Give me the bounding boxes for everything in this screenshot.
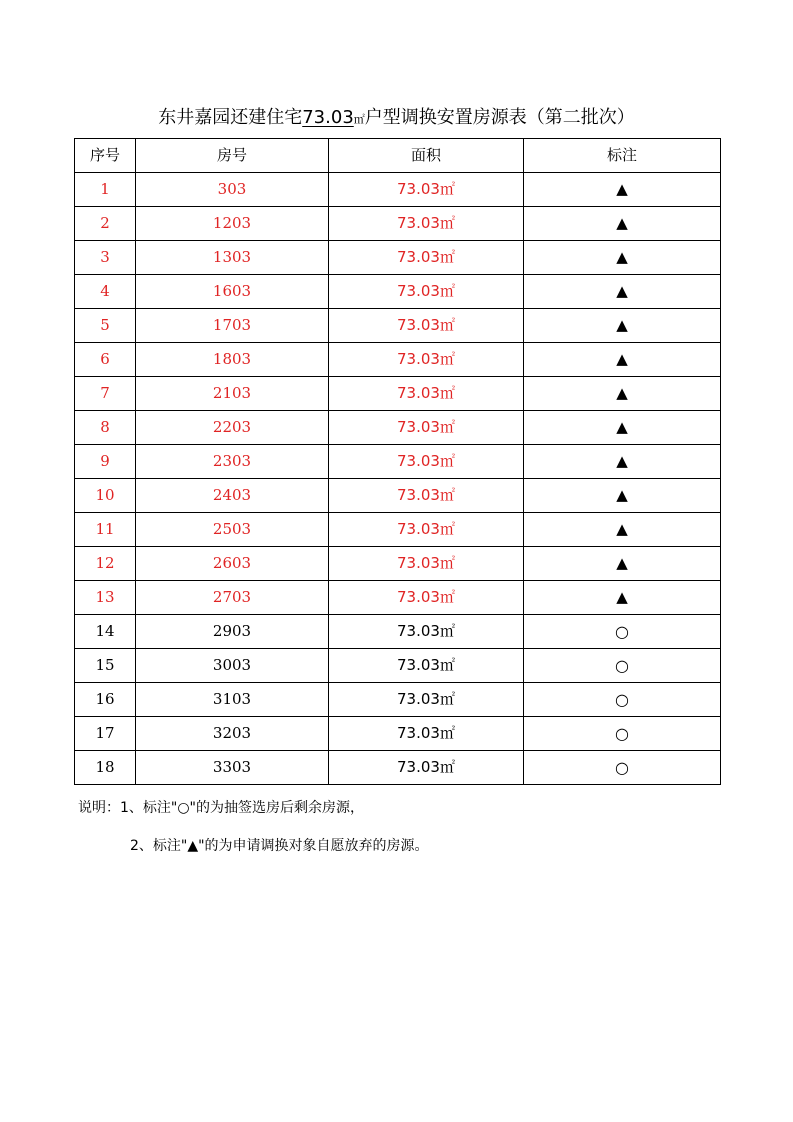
- cell-mark: ○: [524, 649, 721, 683]
- table-row: [75, 513, 721, 547]
- cell-room-number: 1203: [136, 207, 329, 241]
- cell-area: 73.03㎡: [329, 411, 524, 445]
- cell-room-number: 3203: [136, 717, 329, 751]
- table-row: [75, 479, 721, 513]
- header-area: 面积: [329, 139, 524, 173]
- cell-room-number: 2303: [136, 445, 329, 479]
- cell-serial-number: 8: [75, 411, 136, 445]
- cell-serial-number: 7: [75, 377, 136, 411]
- cell-area: 73.03㎡: [329, 173, 524, 207]
- table-body: [75, 173, 721, 785]
- cell-room-number: 1603: [136, 275, 329, 309]
- header-room-number: 房号: [136, 139, 329, 173]
- table-row: [75, 649, 721, 683]
- cell-area: 73.03㎡: [329, 547, 524, 581]
- cell-serial-number: 14: [75, 615, 136, 649]
- cell-serial-number: 18: [75, 751, 136, 785]
- cell-area: 73.03㎡: [329, 615, 524, 649]
- cell-room-number: 3303: [136, 751, 329, 785]
- table-row: [75, 377, 721, 411]
- table-row: [75, 275, 721, 309]
- cell-room-number: 2203: [136, 411, 329, 445]
- cell-serial-number: 1: [75, 173, 136, 207]
- cell-area: 73.03㎡: [329, 309, 524, 343]
- table-row: [75, 717, 721, 751]
- cell-serial-number: 16: [75, 683, 136, 717]
- cell-room-number: 3003: [136, 649, 329, 683]
- cell-area: 73.03㎡: [329, 717, 524, 751]
- cell-mark: ○: [524, 751, 721, 785]
- cell-area: 73.03㎡: [329, 275, 524, 309]
- cell-serial-number: 13: [75, 581, 136, 615]
- table-row: [75, 207, 721, 241]
- cell-room-number: 303: [136, 173, 329, 207]
- note-line-1: 说明：1、标注"○"的为抽签选房后剩余房源，: [78, 800, 365, 816]
- cell-serial-number: 9: [75, 445, 136, 479]
- table-row: [75, 751, 721, 785]
- table-row: [75, 615, 721, 649]
- cell-mark: ○: [524, 683, 721, 717]
- cell-serial-number: 4: [75, 275, 136, 309]
- cell-area: 73.03㎡: [329, 649, 524, 683]
- cell-room-number: 2503: [136, 513, 329, 547]
- cell-serial-number: 17: [75, 717, 136, 751]
- table-row: [75, 173, 721, 207]
- cell-room-number: 1703: [136, 309, 329, 343]
- table-row: [75, 411, 721, 445]
- cell-area: 73.03㎡: [329, 445, 524, 479]
- cell-area: 73.03㎡: [329, 241, 524, 275]
- cell-mark: ▲: [524, 513, 721, 547]
- table-row: [75, 343, 721, 377]
- title-area-value: 73.03: [302, 107, 354, 128]
- cell-mark: ▲: [524, 581, 721, 615]
- cell-mark: ▲: [524, 207, 721, 241]
- table-header-row: [75, 139, 721, 173]
- cell-serial-number: 15: [75, 649, 136, 683]
- cell-serial-number: 10: [75, 479, 136, 513]
- table-row: [75, 309, 721, 343]
- cell-mark: ▲: [524, 343, 721, 377]
- cell-area: 73.03㎡: [329, 377, 524, 411]
- cell-mark: ▲: [524, 445, 721, 479]
- cell-serial-number: 12: [75, 547, 136, 581]
- cell-mark: ○: [524, 717, 721, 751]
- cell-room-number: 2703: [136, 581, 329, 615]
- cell-area: 73.03㎡: [329, 479, 524, 513]
- cell-room-number: 2603: [136, 547, 329, 581]
- table-row: [75, 241, 721, 275]
- table-row: [75, 581, 721, 615]
- notes: [78, 798, 429, 854]
- document-title: [0, 104, 793, 134]
- cell-area: 73.03㎡: [329, 581, 524, 615]
- cell-mark: ▲: [524, 173, 721, 207]
- cell-room-number: 2103: [136, 377, 329, 411]
- cell-mark: ▲: [524, 547, 721, 581]
- table-row: [75, 547, 721, 581]
- cell-area: 73.03㎡: [329, 343, 524, 377]
- cell-area: 73.03㎡: [329, 683, 524, 717]
- cell-mark: ▲: [524, 241, 721, 275]
- header-mark: 标注: [524, 139, 721, 173]
- cell-serial-number: 11: [75, 513, 136, 547]
- cell-serial-number: 2: [75, 207, 136, 241]
- cell-room-number: 2903: [136, 615, 329, 649]
- title-area-unit: ㎡: [353, 113, 365, 126]
- table-row: [75, 445, 721, 479]
- cell-serial-number: 3: [75, 241, 136, 275]
- housing-table: [74, 138, 721, 785]
- cell-room-number: 3103: [136, 683, 329, 717]
- cell-serial-number: 5: [75, 309, 136, 343]
- cell-mark: ▲: [524, 479, 721, 513]
- cell-mark: ▲: [524, 411, 721, 445]
- title-suffix: 户型调换安置房源表（第二批次）: [364, 107, 635, 128]
- cell-room-number: 2403: [136, 479, 329, 513]
- cell-mark: ▲: [524, 275, 721, 309]
- cell-mark: ▲: [524, 309, 721, 343]
- table-row: [75, 683, 721, 717]
- cell-mark: ○: [524, 615, 721, 649]
- title-prefix: 东井嘉园还建住宅: [158, 107, 303, 128]
- header-serial-number: 序号: [75, 139, 136, 173]
- cell-area: 73.03㎡: [329, 513, 524, 547]
- cell-room-number: 1303: [136, 241, 329, 275]
- cell-area: 73.03㎡: [329, 207, 524, 241]
- note-line-2: 2、标注"▲"的为申请调换对象自愿放弃的房源。: [130, 838, 429, 854]
- cell-serial-number: 6: [75, 343, 136, 377]
- cell-mark: ▲: [524, 377, 721, 411]
- cell-area: 73.03㎡: [329, 751, 524, 785]
- cell-room-number: 1803: [136, 343, 329, 377]
